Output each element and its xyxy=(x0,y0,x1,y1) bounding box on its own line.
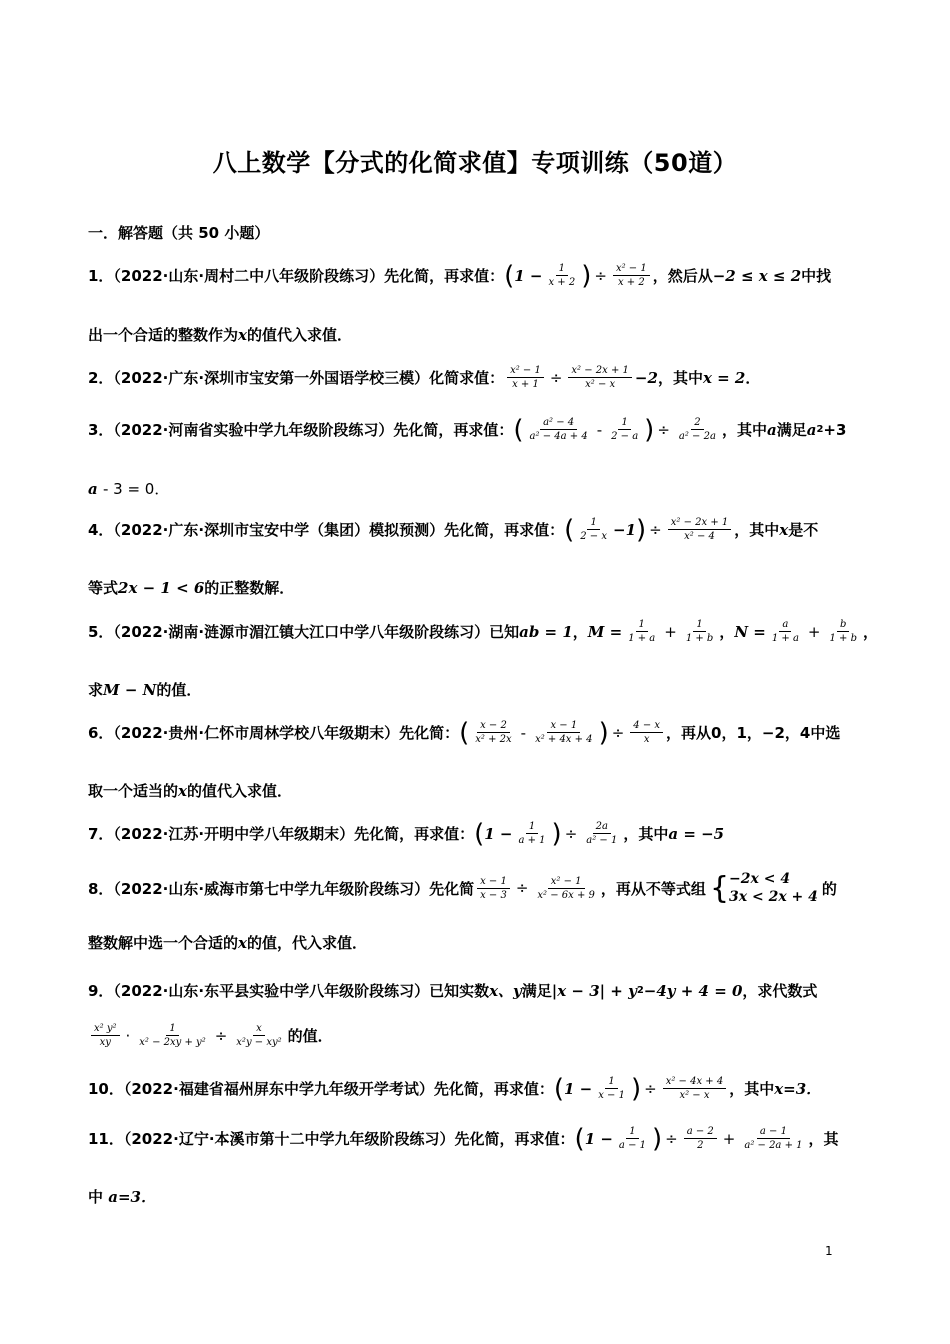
question-1: 1．（2022·山东·周村二中八年级阶段练习）先化简，再求值： ( 1 − $\frac{1}{x + 2}$ ) ÷ $\frac{\text{x² − 1}}{x + 2}$ ，然后从 −2 ≤ x ≤ 2 中找 xyxy=(88,260,832,291)
question-4-line2: 等式 2x − 1 < 6 的正整数解． xyxy=(88,578,295,597)
q11-fraction-a: $\frac{1}{a - 1}$ xyxy=(618,1126,646,1151)
q9-fraction-b: $\frac{1}{\text{x² − 2xy + y²}}$ xyxy=(139,1023,206,1048)
q10-fraction-a: $\frac{1}{x - 1}$ xyxy=(598,1076,625,1101)
question-6-line2: 取一个适当的 x 的值代入求值． xyxy=(88,781,292,800)
question-6: 6．（2022·贵州·仁怀市周林学校八年级期末）先化简： ( $\frac{x - 2}{\text{x² + 2x}}$ - $\frac{x - 1}{\text{x² + 4x + 4}}$ ) ÷ $\frac{4 - x}{x}$ ，再从0，1，−2，4中选 xyxy=(88,717,841,748)
question-9-line2: $\frac{\text{x² y²}}{xy}$ · $\frac{1}{\text{x² − 2xy + y²}}$ ÷ $\frac{x}{\text{x²y − xy²}}$ 的值． xyxy=(88,1022,333,1049)
q4-fraction-a: $\frac{1}{2 - x}$ xyxy=(580,517,607,542)
q3-fraction-c: $\frac{2}{\text{a² − 2a}}$ xyxy=(678,417,716,442)
q1-fraction-a: $\frac{1}{x + 2}$ xyxy=(548,263,576,288)
question-1-line2: 出一个合适的整数作为 x 的值代入求值． xyxy=(88,325,352,344)
q6-fraction-a: $\frac{x - 2}{\text{x² + 2x}}$ xyxy=(475,720,512,745)
q1-prefix: 1．（2022·山东·周村二中八年级阶段练习）先化简，再求值： xyxy=(88,267,505,285)
q7-fraction-a: $\frac{1}{a + 1}$ xyxy=(518,821,546,846)
q9-fraction-c: $\frac{x}{\text{x²y − xy²}}$ xyxy=(236,1023,282,1048)
q3-fraction-b: $\frac{1}{2 - a}$ xyxy=(611,417,639,442)
question-8-line2: 整数解中选一个合适的 x 的值，代入求值． xyxy=(88,933,367,952)
question-11: 11．（2022·辽宁·本溪市第十二中学九年级阶段练习）先化简，再求值： ( 1 − $\frac{1}{a - 1}$ ) ÷ $\frac{a - 2}{2}$ + $\frac{a - 1}{\text{a² − 2a + 1}}$ ，其 xyxy=(88,1123,839,1154)
q5-fraction-a: $\frac{1}{1 + a}$ xyxy=(628,619,656,644)
q5-fraction-b: $\frac{1}{1 + b}$ xyxy=(685,619,714,644)
question-8: 8．（2022·山东·威海市第七中学九年级阶段练习）先化简 $\frac{x - 1}{x - 3}$ ÷ $\frac{\text{x² − 1}}{\text{x² − 6x + 9}}$ ，再从不等式组 { −2x < 4 3x < 2x + 4 的 xyxy=(88,870,837,906)
q6-fraction-b: $\frac{x - 1}{\text{x² + 4x + 4}}$ xyxy=(535,720,593,745)
q11-fraction-b: $\frac{a - 2}{2}$ xyxy=(684,1125,717,1152)
q2-fraction-b: $\frac{\text{x² − 2x + 1}}{\text{x² − x}}$ xyxy=(568,364,632,391)
question-2: 2．（2022·广东·深圳市宝安第一外国语学校三模）化简求值： $\frac{\text{x² − 1}}{x + 1}$ ÷ $\frac{\text{x² − 2x + 1}}{\text{x² − x}}$ −2 ，其中 x = 2 ． xyxy=(88,365,761,390)
question-3: 3．（2022·河南省实验中学九年级阶段练习）先化简，再求值： ( $\frac{\text{a² − 4}}{\text{a² − 4a + 4}}$ - $\frac{1}{2 - a}$ ) ÷ $\frac{2}{\text{a² − 2a}}$ ，其中 a 满足 a 2 +3 xyxy=(88,414,847,445)
q4-fraction-b: $\frac{\text{x² − 2x + 1}}{\text{x² − 4}}$ xyxy=(668,516,732,543)
section-heading: 一．解答题（共 50 小题） xyxy=(88,224,270,242)
q8-inequality-system: { −2x < 4 3x < 2x + 4 xyxy=(709,870,818,906)
q9-fraction-a: $\frac{\text{x² y²}}{xy}$ xyxy=(91,1022,120,1049)
question-5: 5．（2022·湖南·涟源市湄江镇大江口中学八年级阶段练习）已知 ab = 1 ， M = $\frac{1}{1 + a}$ + $\frac{1}{1 + b}$ ， N = $\frac{a}{1 + a}$ + $\frac{b}{1 + b}$ ， xyxy=(88,619,879,644)
q10-fraction-b: $\frac{\text{x² − 4x + 4}}{\text{x² − x}}$ xyxy=(663,1075,727,1102)
question-9: 9．（2022·山东·东平县实验中学八年级阶段练习）已知实数 x、y 满足 |x − 3| + y 2 −4y + 4 = 0 ，求代数式 xyxy=(88,981,818,1000)
q8-fraction-a: $\frac{x - 1}{x - 3}$ xyxy=(477,875,510,902)
q8-fraction-b: $\frac{\text{x² − 1}}{\text{x² − 6x + 9}}$ xyxy=(537,875,595,901)
q7-fraction-b: $\frac{2a}{\text{a² − 1}}$ xyxy=(586,821,618,846)
q5-fraction-d: $\frac{b}{1 + b}$ xyxy=(829,619,857,644)
q6-fraction-c: $\frac{4 - x}{x}$ xyxy=(630,719,663,746)
question-10: 10．（2022·福建省福州屏东中学九年级开学考试）先化简，再求值： ( 1 − $\frac{1}{x - 1}$ ) ÷ $\frac{\text{x² − 4x + 4}}{\text{x² − x}}$ ，其中 x=3． xyxy=(88,1073,822,1104)
page-title: 八上数学【分式的化简求值】专项训练（50道） xyxy=(212,149,738,177)
q2-fraction-a: $\frac{\text{x² − 1}}{x + 1}$ xyxy=(507,364,544,391)
q1-fraction-b: $\frac{\text{x² − 1}}{x + 2}$ xyxy=(613,262,650,289)
question-7: 7．（2022·江苏·开明中学八年级期末）先化简，再求值： ( 1 − $\frac{1}{a + 1}$ ) ÷ $\frac{2a}{\text{a² − 1}}$ ，其中 a = −5 xyxy=(88,818,725,849)
page-number: 1 xyxy=(825,1244,833,1258)
question-11-line2: 中 a=3． xyxy=(88,1188,156,1206)
question-4: 4．（2022·广东·深圳市宝安中学（集团）模拟预测）先化简，再求值： ( $\frac{1}{2 - x}$ −1 ) ÷ $\frac{\text{x² − 2x + 1}}{\text{x² − 4}}$ ，其中 x 是不 xyxy=(88,514,819,545)
q3-fraction-a: $\frac{\text{a² − 4}}{\text{a² − 4a + 4}}$ xyxy=(529,417,588,442)
question-5-line2: 求 M − N 的值． xyxy=(88,680,202,699)
question-3-line2: a - 3 = 0． xyxy=(88,479,170,498)
q5-fraction-c: $\frac{a}{1 + a}$ xyxy=(771,619,799,644)
q11-fraction-c: $\frac{a - 1}{\text{a² − 2a + 1}}$ xyxy=(744,1126,803,1151)
